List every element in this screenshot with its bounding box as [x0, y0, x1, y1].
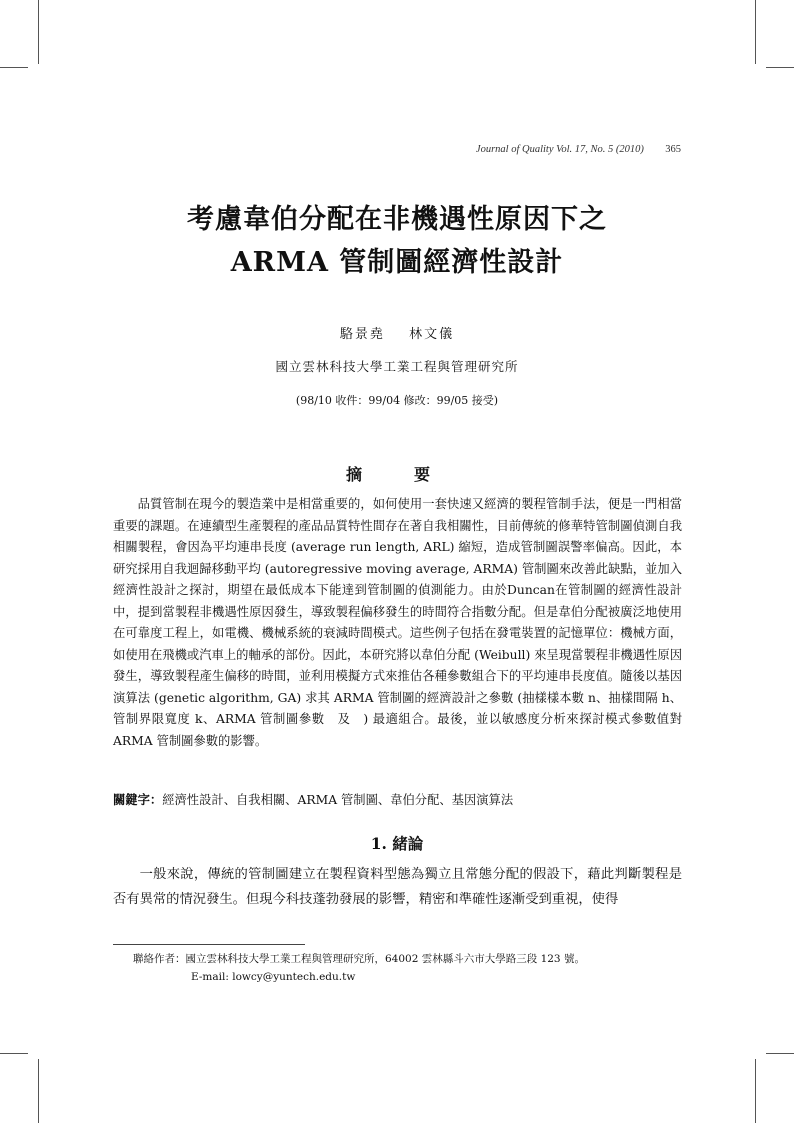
- paper-title-line-1: 考慮韋伯分配在非機遇性原因下之: [187, 204, 607, 235]
- abstract-text: 品質管制在現今的製造業中是相當重要的，如何使用一套快速又經濟的製程管制手法，便是一門相當重要的課題。在連續型生產製程的產品品質特性間存在著自我相關性，目前傳統的修華特管制圖偵測自我相關製程，會因為平均連串長度 (average run length, ARL) 縮短，造成管制圖誤警率偏高。因此，本研究採用自我迴歸移動平均 (autoregressive moving average, ARMA) 管制圖來改善此缺點，並加入經濟性設計之探討，期望在最低成本下能達到管制圖的偵測能力。由於Duncan在管制圖的經濟性設計中，提到當製程非機遇性原因發生，導致製程偏移發生的時間符合指數分配。但是韋伯分配被廣泛地使用在可靠度工程上，如電機、機械系統的衰減時間模式。這些例子包括在發電裝置的記憶單位：機械方面，如使用在飛機或汽車上的軸承的部份。因此，本研究將以韋伯分配 (Weibull) 來呈現當製程非機遇性原因發生，導致製程產生偏移的時間，並利用模擬方式來推估各種參數組合下的平均連串長度值。隨後以基因演算法 (genetic algorithm, GA) 求其 ARMA 管制圖的經濟設計之參數 (抽樣樣本數 n、抽樣間隔 h、管制界限寬度 k、ARMA 管制圖參數 及 ) 最適組合。最後，並以敏感度分析來探討模式參數值對 ARMA 管制圖參數的影響。: [113, 497, 682, 748]
- abstract-heading: 摘 要: [345, 465, 448, 484]
- crop-mark-bottom-right-h: [766, 1053, 794, 1054]
- crop-mark-top-left: [38, 0, 39, 64]
- running-header: [476, 143, 681, 155]
- footnote-rule: [113, 944, 305, 945]
- author-1: 駱景堯: [339, 327, 385, 342]
- keywords-label: 關鍵字：: [113, 792, 163, 807]
- crop-mark-top-right: [755, 0, 756, 64]
- crop-mark-bottom-right: [755, 1059, 756, 1123]
- journal-citation: Journal of Quality Vol. 17, No. 5 (2010): [475, 144, 644, 155]
- paper-title-line-2: ARMA 管制圖經濟性設計: [230, 247, 564, 278]
- section-heading-introduction: 1. 緒論: [370, 834, 424, 853]
- footnote: [133, 950, 693, 986]
- page-number: 365: [665, 144, 681, 155]
- footnote-email: E-mail: lowcy@yuntech.edu.tw: [191, 971, 356, 983]
- crop-mark-top-right-h: [766, 67, 794, 68]
- crop-mark-bottom-left: [38, 1059, 39, 1123]
- crop-mark-top-left-h: [0, 67, 28, 68]
- author-2: 林文儀: [409, 327, 455, 342]
- footnote-contact: 聯絡作者：國立雲林科技大學工業工程與管理研究所，64002 雲林縣斗六市大學路三段 123 號。: [133, 953, 585, 965]
- introduction-text: 一般來說，傳統的管制圖建立在製程資料型態為獨立且常態分配的假設下，藉此判斷製程是否有異常的情況發生。但現今科技蓬勃發展的影響，精密和準確性逐漸受到重視，使得: [113, 867, 682, 907]
- submission-dates: (98/10 收件：99/04 修改：99/05 接受): [295, 394, 499, 407]
- keywords: [113, 790, 682, 808]
- keywords-text: 經濟性設計、自我相關、ARMA 管制圖、韋伯分配、基因演算法: [162, 793, 514, 807]
- crop-mark-bottom-left-h: [0, 1053, 28, 1054]
- author-list: [0, 323, 794, 342]
- affiliation: 國立雲林科技大學工業工程與管理研究所: [275, 359, 519, 374]
